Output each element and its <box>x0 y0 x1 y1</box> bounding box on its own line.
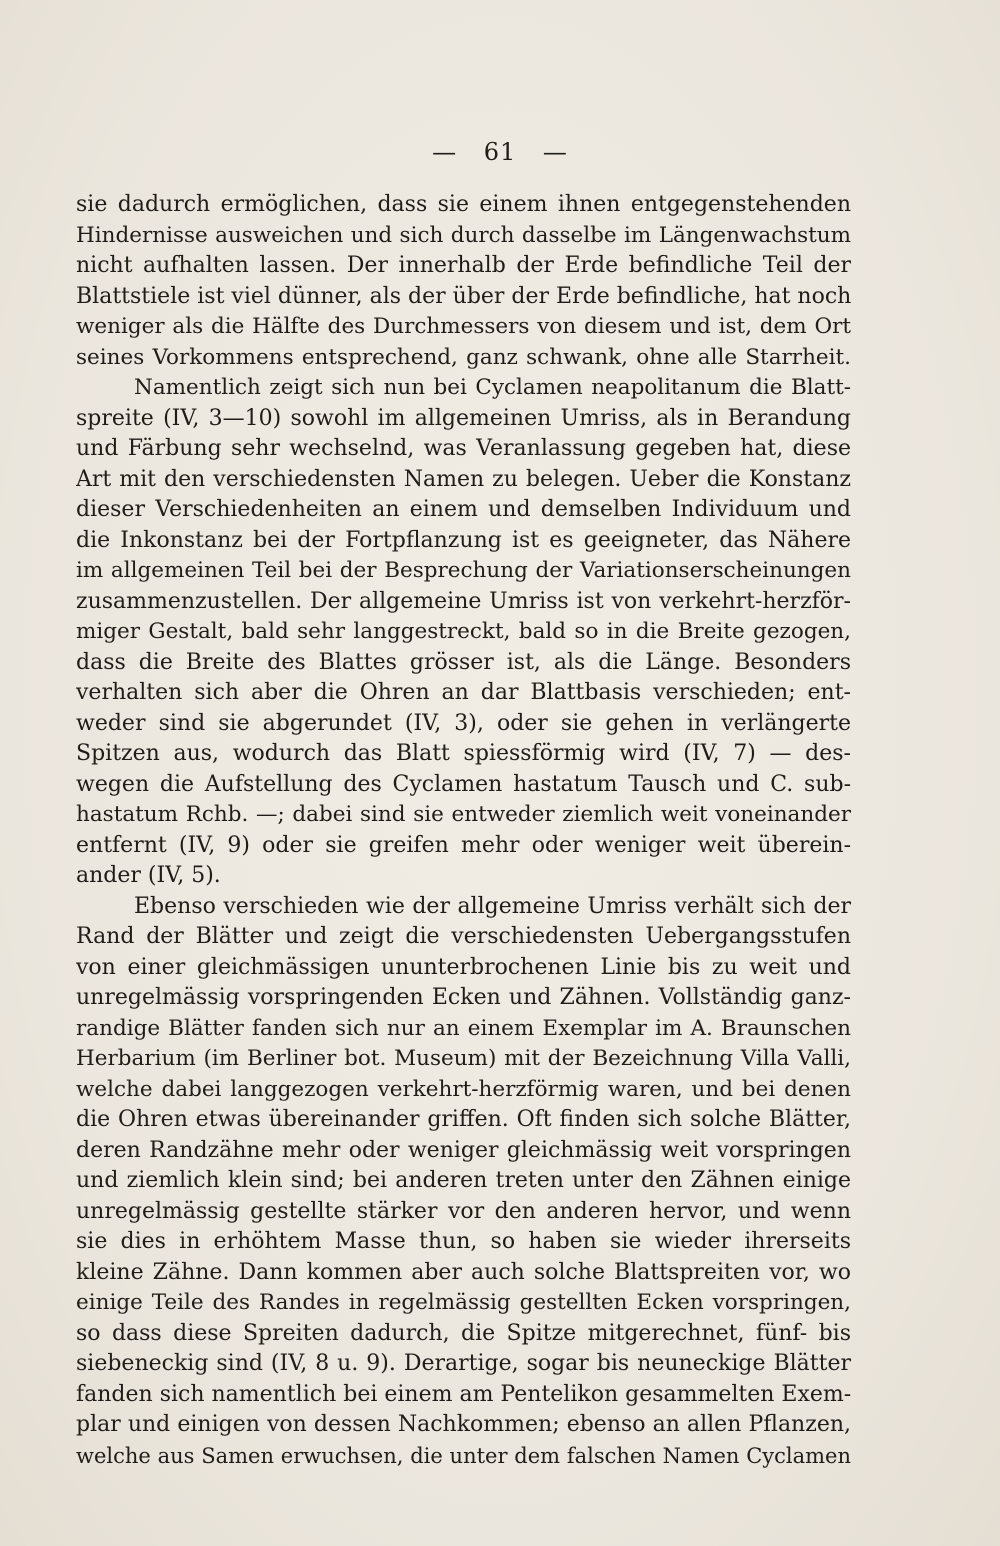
text-line: unregelmässig vorspringenden Ecken und Zähnen. Vollständig ganz- <box>76 985 851 1010</box>
page-number: 61 <box>483 138 517 166</box>
text-line: im allgemeinen Teil bei der Besprechung der Variationserscheinungen <box>76 558 851 583</box>
text-line: kleine Zähne. Dann kommen aber auch solche Blattspreiten vor, wo <box>76 1259 851 1285</box>
text-line: und ziemlich klein sind; bei anderen treten unter den Zähnen einige <box>76 1168 851 1193</box>
text-line: miger Gestalt, bald sehr langgestreckt, bald so in die Breite gezogen, <box>76 619 851 644</box>
text-line: dass die Breite des Blattes grösser ist, als die Länge. Besonders <box>76 649 851 675</box>
text-line: Ebenso verschieden wie der allgemeine Umriss verhält sich der <box>134 893 851 919</box>
text-line: und Färbung sehr wechselnd, was Veranlassung gegeben hat, diese <box>76 436 851 461</box>
text-line: sie dadurch ermöglichen, dass sie einem ihnen entgegenstehenden <box>76 192 851 217</box>
text-line: ander (IV, 5). <box>76 863 221 888</box>
text-line: unregelmässig gestellte stärker vor den anderen hervor, und wenn <box>76 1198 851 1224</box>
text-line: die Inkonstanz bei der Fortpflanzung ist es geeigneter, das Nähere <box>76 527 851 553</box>
text-line: weder sind sie abgerundet (IV, 3), oder sie gehen in verlängerte <box>76 710 851 736</box>
text-line: plar und einigen von dessen Nachkommen; ebenso an allen Pflanzen, <box>76 1412 851 1437</box>
body-text <box>76 190 851 1471</box>
text-line: so dass diese Spreiten dadurch, die Spitze mitgerechnet, fünf- bis <box>76 1320 851 1346</box>
text-line: randige Blätter fanden sich nur an einem Exemplar im A. Braunschen <box>76 1015 851 1041</box>
text-line: die Ohren etwas übereinander griffen. Oft finden sich solche Blätter, <box>76 1107 851 1132</box>
text-line: seines Vorkommens entsprechend, ganz schwank, ohne alle Starrheit. <box>76 344 851 370</box>
text-line: Herbarium (im Berliner bot. Museum) mit der Bezeichnung Villa Valli, <box>76 1046 851 1071</box>
text-line: entfernt (IV, 9) oder sie greifen mehr oder weniger weit überein- <box>76 832 851 858</box>
text-line: zusammenzustellen. Der allgemeine Umriss ist von verkehrt-herzför- <box>76 588 851 614</box>
text-line: nicht aufhalten lassen. Der innerhalb der Erde befindliche Teil der <box>76 253 851 278</box>
text-line: von einer gleichmässigen ununterbrochenen Linie bis zu weit und <box>76 954 851 980</box>
text-line: spreite (IV, 3—10) sowohl im allgemeinen Umriss, als in Berandung <box>76 405 851 431</box>
text-line: sie dies in erhöhtem Masse thun, so haben sie wieder ihrerseits <box>76 1229 851 1254</box>
text-line: Spitzen aus, wodurch das Blatt spiessförmig wird (IV, 7) — des- <box>76 741 851 766</box>
text-line: welche dabei langgezogen verkehrt-herzförmig waren, und bei denen <box>76 1076 851 1102</box>
text-line: Rand der Blätter und zeigt die verschiedensten Uebergangsstufen <box>76 924 851 949</box>
text-line: hastatum Rchb. —; dabei sind sie entweder ziemlich weit voneinander <box>76 802 851 827</box>
header-dash-left: — <box>432 138 458 166</box>
text-line: siebeneckig sind (IV, 8 u. 9). Derartige, sogar bis neuneckige Blätter <box>76 1351 851 1376</box>
page-header <box>0 138 1000 166</box>
text-line: einige Teile des Randes in regelmässig gestellten Ecken vorspringen, <box>76 1290 851 1315</box>
header-dash-right: — <box>542 138 568 166</box>
text-line: Namentlich zeigt sich nun bei Cyclamen neapolitanum die Blatt- <box>134 375 851 400</box>
text-line: wegen die Aufstellung des Cyclamen hastatum Tausch und C. sub- <box>76 771 851 797</box>
text-line: deren Randzähne mehr oder weniger gleichmässig weit vorspringen <box>76 1137 851 1163</box>
text-line: welche aus Samen erwuchsen, die unter dem falschen Namen Cyclamen <box>76 1443 851 1468</box>
text-line: weniger als die Hälfte des Durchmessers von diesem und ist, dem Ort <box>76 314 851 339</box>
text-line: Blattstiele ist viel dünner, als der über der Erde befindliche, hat noch <box>76 283 851 309</box>
text-line: verhalten sich aber die Ohren an dar Blattbasis verschieden; ent- <box>76 680 851 705</box>
text-line: Hindernisse ausweichen und sich durch dasselbe im Längenwachstum <box>76 222 851 248</box>
text-line: Art mit den verschiedensten Namen zu belegen. Ueber die Konstanz <box>76 466 851 492</box>
text-line: dieser Verschiedenheiten an einem und demselben Individuum und <box>76 497 851 522</box>
text-line: fanden sich namentlich bei einem am Pentelikon gesammelten Exem- <box>76 1381 851 1407</box>
